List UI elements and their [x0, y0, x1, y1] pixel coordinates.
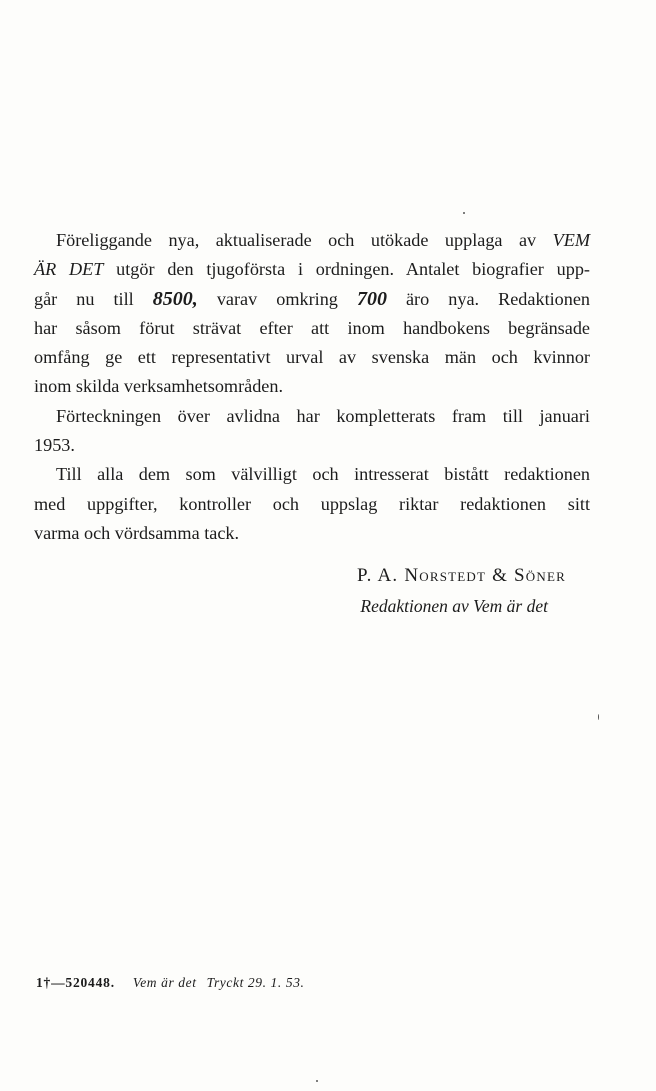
preface-line: har såsom förut strävat efter att inom handbokens begränsade — [34, 317, 590, 338]
book-title: VEM — [552, 230, 591, 250]
preface-text-span: äro nya. Redaktionen — [405, 288, 591, 309]
preface-text — [34, 226, 590, 548]
preface-line: Förteckningen över avlidna har kompletterats fram till januari — [56, 405, 590, 426]
preface-line — [34, 226, 590, 255]
preface-line: inom skilda verksamhetsområden. — [34, 376, 284, 397]
print-footer — [36, 975, 305, 991]
paper-speck — [598, 714, 599, 720]
preface-line — [34, 285, 590, 314]
preface-text-span: går nu till — [34, 288, 134, 309]
preface-text-span: varav omkring — [216, 288, 338, 309]
editorial-office: Redaktionen av Vem är det — [360, 596, 548, 616]
print-code: 1†—520448. — [36, 975, 115, 990]
footer-title: Vem är det — [132, 975, 197, 990]
preface-line: omfång ge ett representativt urval av svenska män och kvinnor — [34, 347, 590, 368]
preface-line: med uppgifter, kontroller och uppslag riktar redaktionen sitt — [34, 493, 590, 514]
publisher-signature: P. A. Norstedt & Söner — [357, 565, 566, 586]
preface-text-span: utgör den tjugoförsta i ordningen. Antalet biografier upp- — [116, 259, 590, 280]
biography-count: 8500, — [152, 287, 198, 310]
print-date: Tryckt 29. 1. 53. — [206, 975, 305, 990]
paper-speck — [316, 1080, 318, 1082]
preface-line: 1953. — [34, 435, 75, 456]
preface-line: varma och vördsamma tack. — [34, 522, 240, 543]
preface-text-span: Föreliggande nya, aktualiserade och utökade upplaga av — [56, 230, 537, 250]
new-count: 700 — [356, 287, 387, 310]
preface-line — [34, 255, 590, 284]
preface-line: Till alla dem som välvilligt och intresserat bistått redaktionen — [56, 464, 590, 485]
book-title: ÄR DET — [34, 259, 104, 280]
paper-speck — [463, 212, 465, 214]
